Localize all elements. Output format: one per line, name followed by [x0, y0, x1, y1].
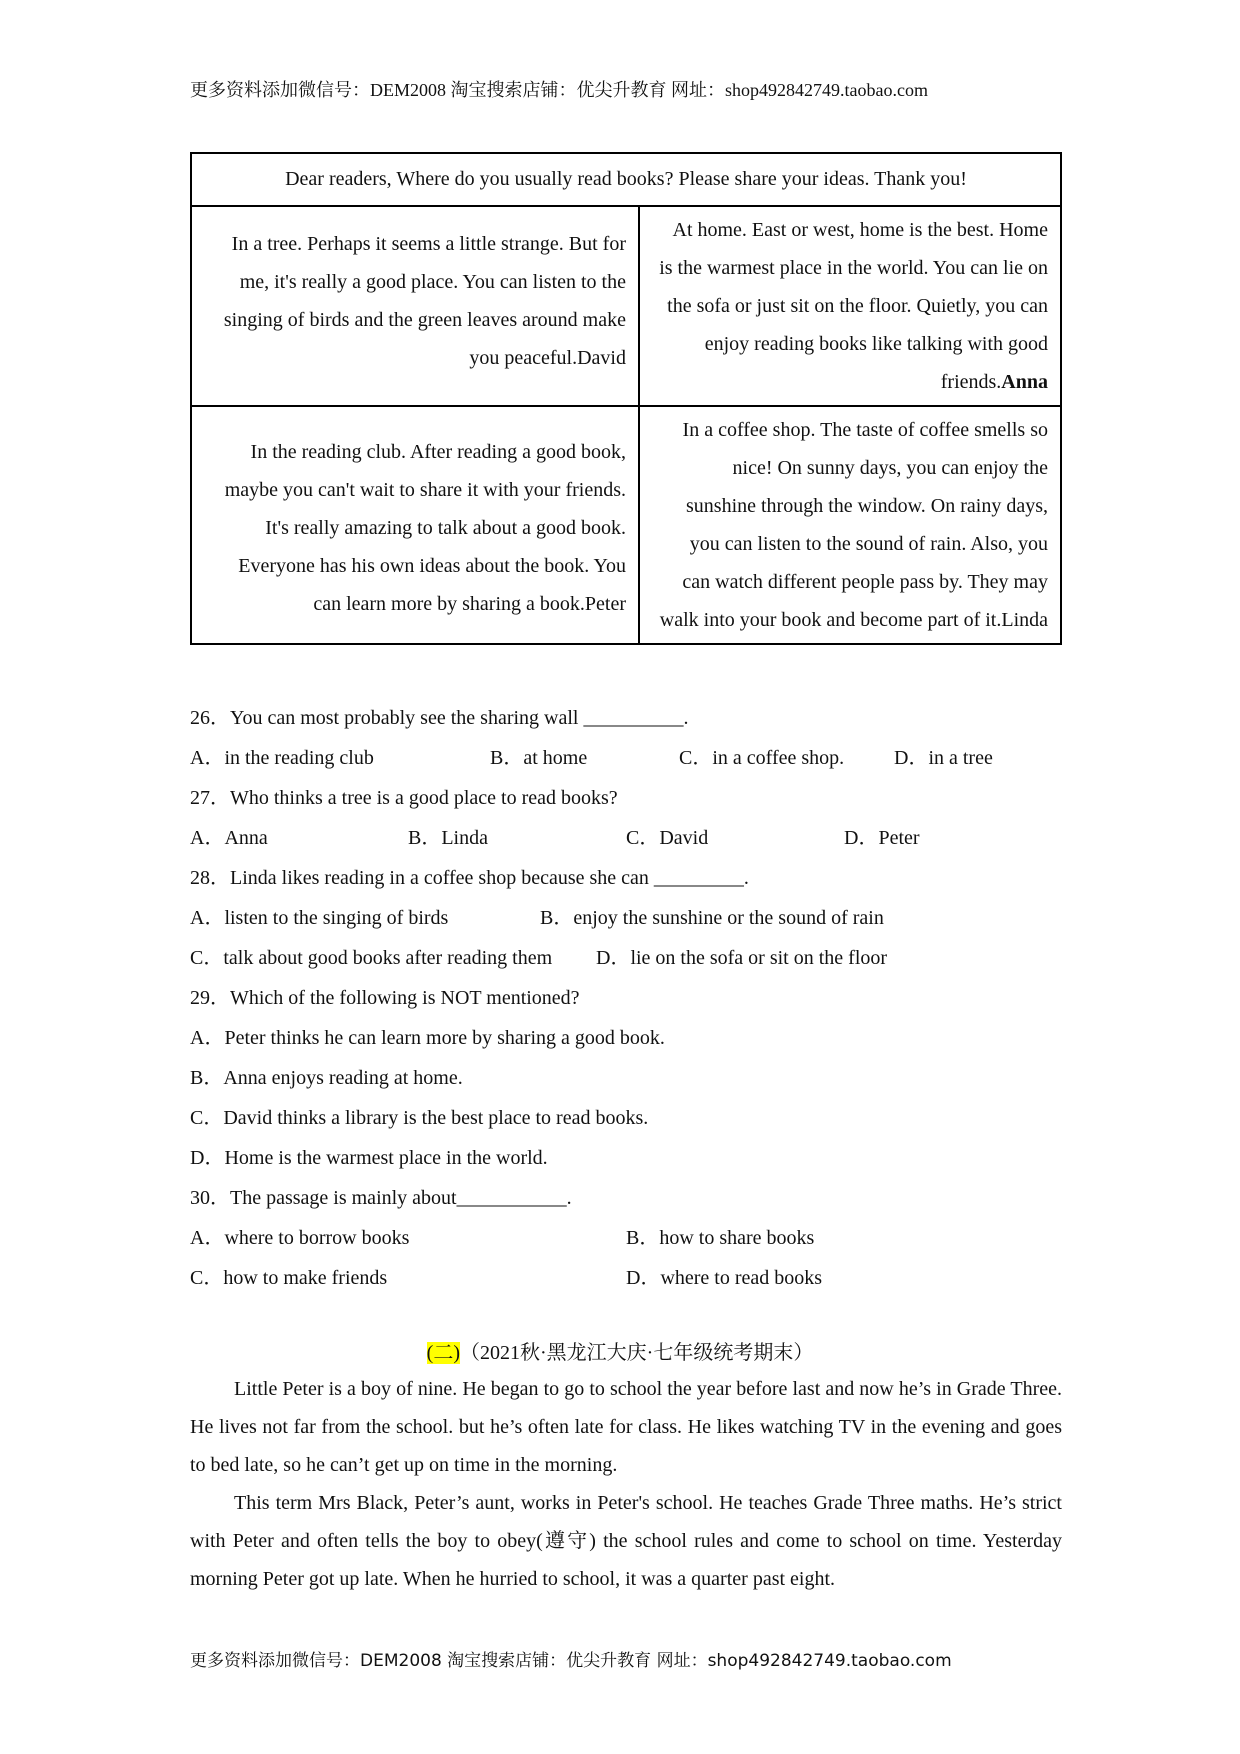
option-28-c: C．talk about good books after reading them [190, 947, 553, 969]
option-30-b: B．how to share books [626, 1227, 815, 1249]
question-28: 28．Linda likes reading in a coffee shop because she can _________. [190, 867, 749, 889]
option-27-a: A．Anna [190, 827, 268, 849]
question-26: 26．You can most probably see the sharing wall __________. [190, 707, 689, 729]
anna-cell [639, 206, 1061, 406]
option-26-d: D．in a tree [894, 747, 993, 769]
peter-cell: In the reading club. After reading a good book, maybe you can't wait to share it with your friends. It's really amazing to talk about a good book. Everyone has his own ideas about the book. You can learn more by sharing a book.Peter [191, 406, 639, 644]
option-27-b: B．Linda [408, 827, 488, 849]
passage-paragraph-2: This term Mrs Black, Peter’s aunt, works in Peter's school. He teaches Grade Three maths. He’s strict with Peter and often tells the boy to obey(遵守) the school rules and come to school on time. Yesterday morning Peter got up late. When he hurried to school, it was a quarter past eight. [190, 1492, 1062, 1590]
section-number: (二) [426, 1342, 460, 1364]
options-30-cd [190, 1258, 1070, 1298]
anna-text: At home. East or west, home is the best. Home is the warmest place in the world. You can lie on the sofa or just sit on the floor. Quietly, you can enjoy reading books like talking with good friends. [659, 219, 1048, 393]
option-29-b: B．Anna enjoys reading at home. [190, 1067, 463, 1089]
anna-name: Anna [1001, 371, 1048, 393]
question-30: 30．The passage is mainly about___________. [190, 1187, 572, 1209]
section-source: （2021秋·黑龙江大庆·七年级统考期末） [460, 1342, 814, 1364]
option-26-a: A．in the reading club [190, 747, 374, 769]
option-26-b: B．at home [490, 747, 588, 769]
options-26 [190, 738, 1070, 778]
david-cell: In a tree. Perhaps it seems a little strange. But for me, it's really a good place. You can listen to the singing of birds and the green leaves around make you peaceful.David [191, 206, 639, 406]
reading-places-table [190, 152, 1062, 645]
option-27-c: C．David [626, 827, 709, 849]
option-28-a: A．listen to the singing of birds [190, 907, 449, 929]
options-30-ab [190, 1218, 1070, 1258]
option-28-d: D．lie on the sofa or sit on the floor [596, 947, 888, 969]
option-30-a: A．where to borrow books [190, 1227, 410, 1249]
option-29-c: C．David thinks a library is the best place to read books. [190, 1107, 649, 1129]
options-28-cd [190, 938, 1070, 978]
page-header: 更多资料添加微信号：DEM2008 淘宝搜索店铺：优尖升教育 网址：shop492842749.taobao.com [190, 80, 928, 100]
options-27 [190, 818, 1070, 858]
question-29: 29．Which of the following is NOT mentioned? [190, 987, 580, 1009]
option-30-d: D．where to read books [626, 1267, 823, 1289]
question-27: 27．Who thinks a tree is a good place to read books? [190, 787, 618, 809]
option-26-c: C．in a coffee shop. [679, 747, 845, 769]
page-footer: 更多资料添加微信号：DEM2008 淘宝搜索店铺：优尖升教育 网址：shop492842749.taobao.com [190, 1651, 952, 1671]
passage-paragraph-1: Little Peter is a boy of nine. He began to go to school the year before last and now he’s in Grade Three. He lives not far from the school. but he’s often late for class. He likes watching TV in the evening and goes to bed late, so he can’t get up on time in the morning. [190, 1378, 1062, 1476]
option-29-d: D．Home is the warmest place in the world. [190, 1147, 548, 1169]
option-27-d: D．Peter [844, 827, 920, 849]
questions-block [190, 698, 1070, 1298]
options-28-ab [190, 898, 1070, 938]
option-29-a: A．Peter thinks he can learn more by sharing a good book. [190, 1027, 665, 1049]
option-28-b: B．enjoy the sunshine or the sound of rain [540, 907, 884, 929]
linda-cell: In a coffee shop. The taste of coffee smells so nice! On sunny days, you can enjoy the sunshine through the window. On rainy days, you can listen to the sound of rain. Also, you can watch different people pass by. They may walk into your book and become part of it.Linda [639, 406, 1061, 644]
table-title: Dear readers, Where do you usually read books? Please share your ideas. Thank you! [191, 153, 1061, 206]
option-30-c: C．how to make friends [190, 1267, 388, 1289]
section-heading [0, 1334, 1240, 1372]
reading-passage [190, 1370, 1062, 1598]
